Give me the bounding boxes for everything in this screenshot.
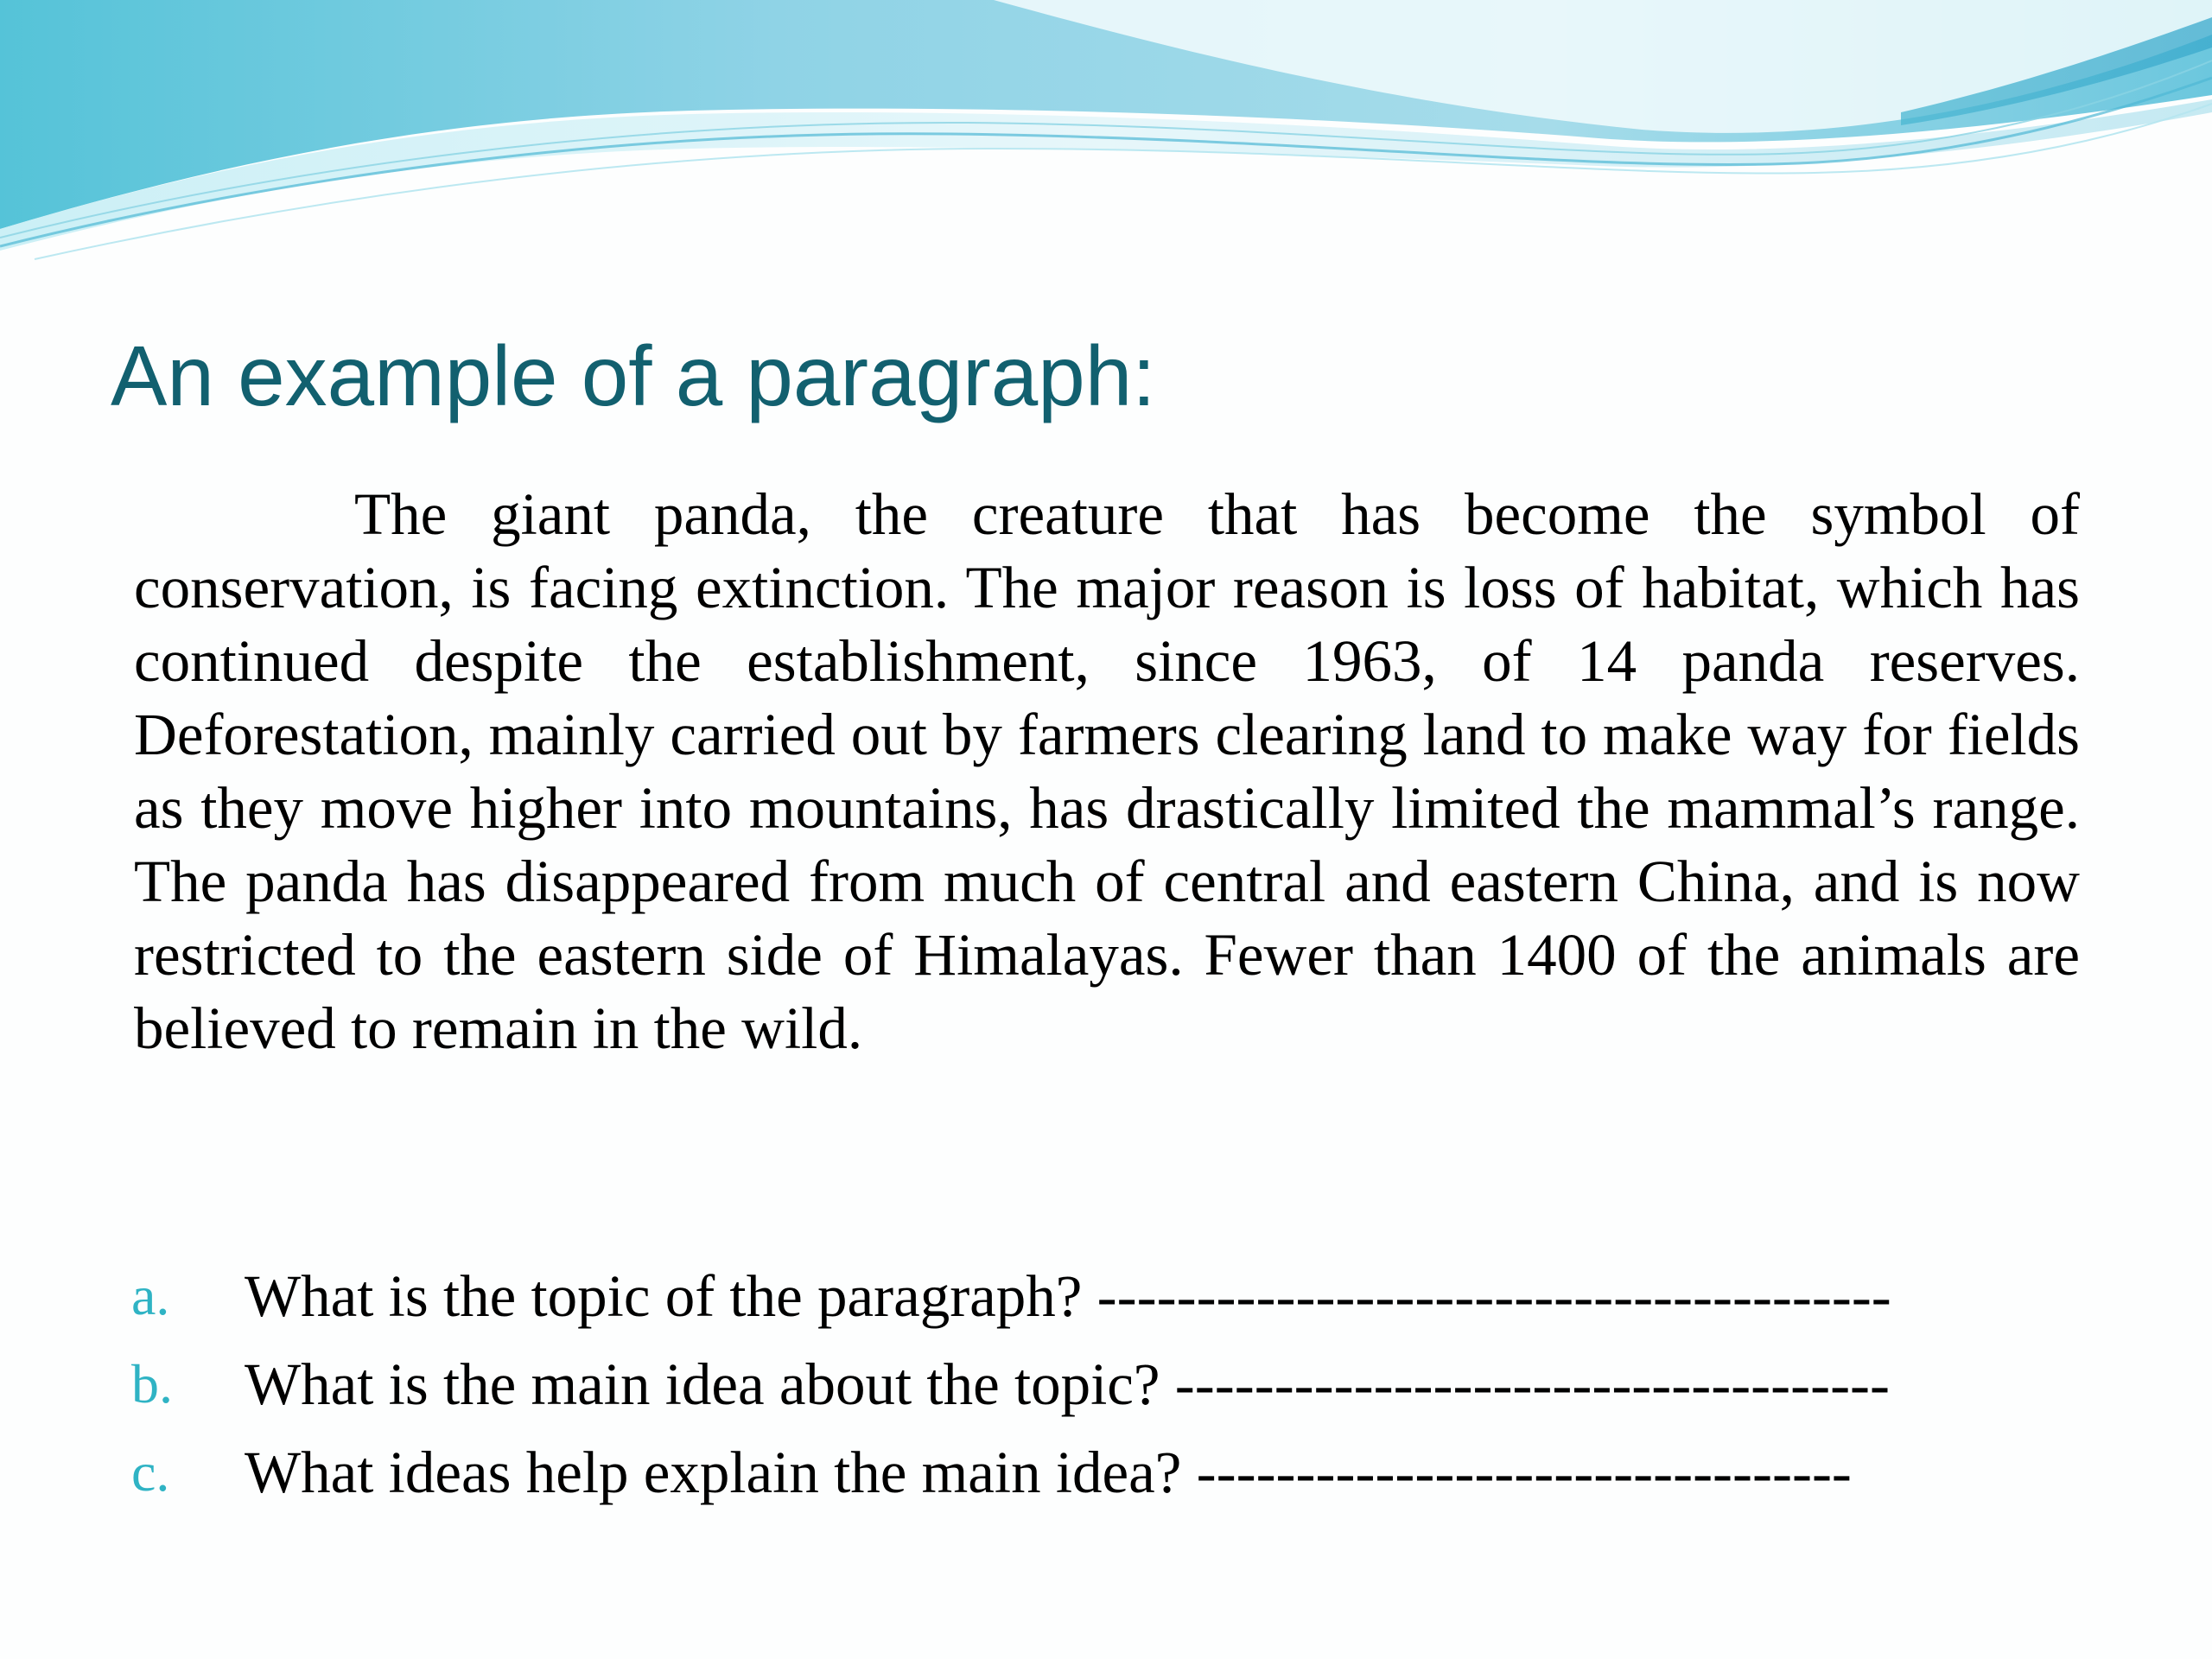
question-text: What ideas help explain the main idea? --------------------------------- — [245, 1440, 1852, 1505]
question-text: What is the topic of the paragraph? ---------------------------------------- — [245, 1263, 1891, 1329]
question-text: What is the main idea about the topic? ------------------------------------ — [245, 1351, 1891, 1417]
question-marker: a. — [131, 1265, 170, 1326]
question-marker: b. — [131, 1353, 173, 1414]
question-item — [0, 1429, 2212, 1516]
slide-title: An example of a paragraph: — [111, 328, 1156, 423]
question-marker: c. — [131, 1441, 170, 1503]
question-item — [0, 1341, 2212, 1427]
example-paragraph: The giant panda, the creature that has become the symbol of conservation, is facing extinction. The major reason is loss of habitat, which has continued despite the establishment, since 1963, of 14 panda reserves. Deforestation, mainly carried out by farmers clearing land to make way for fields as they move higher into mountains, has drastically limited the mammal’s range. The panda has disappeared from much of central and eastern China, and is now restricted to the eastern side of Himalayas. Fewer than 1400 of the animals are believed to remain in the wild. — [134, 481, 2080, 1061]
question-item — [0, 1253, 2212, 1339]
wave-header-decoration — [0, 0, 2212, 276]
